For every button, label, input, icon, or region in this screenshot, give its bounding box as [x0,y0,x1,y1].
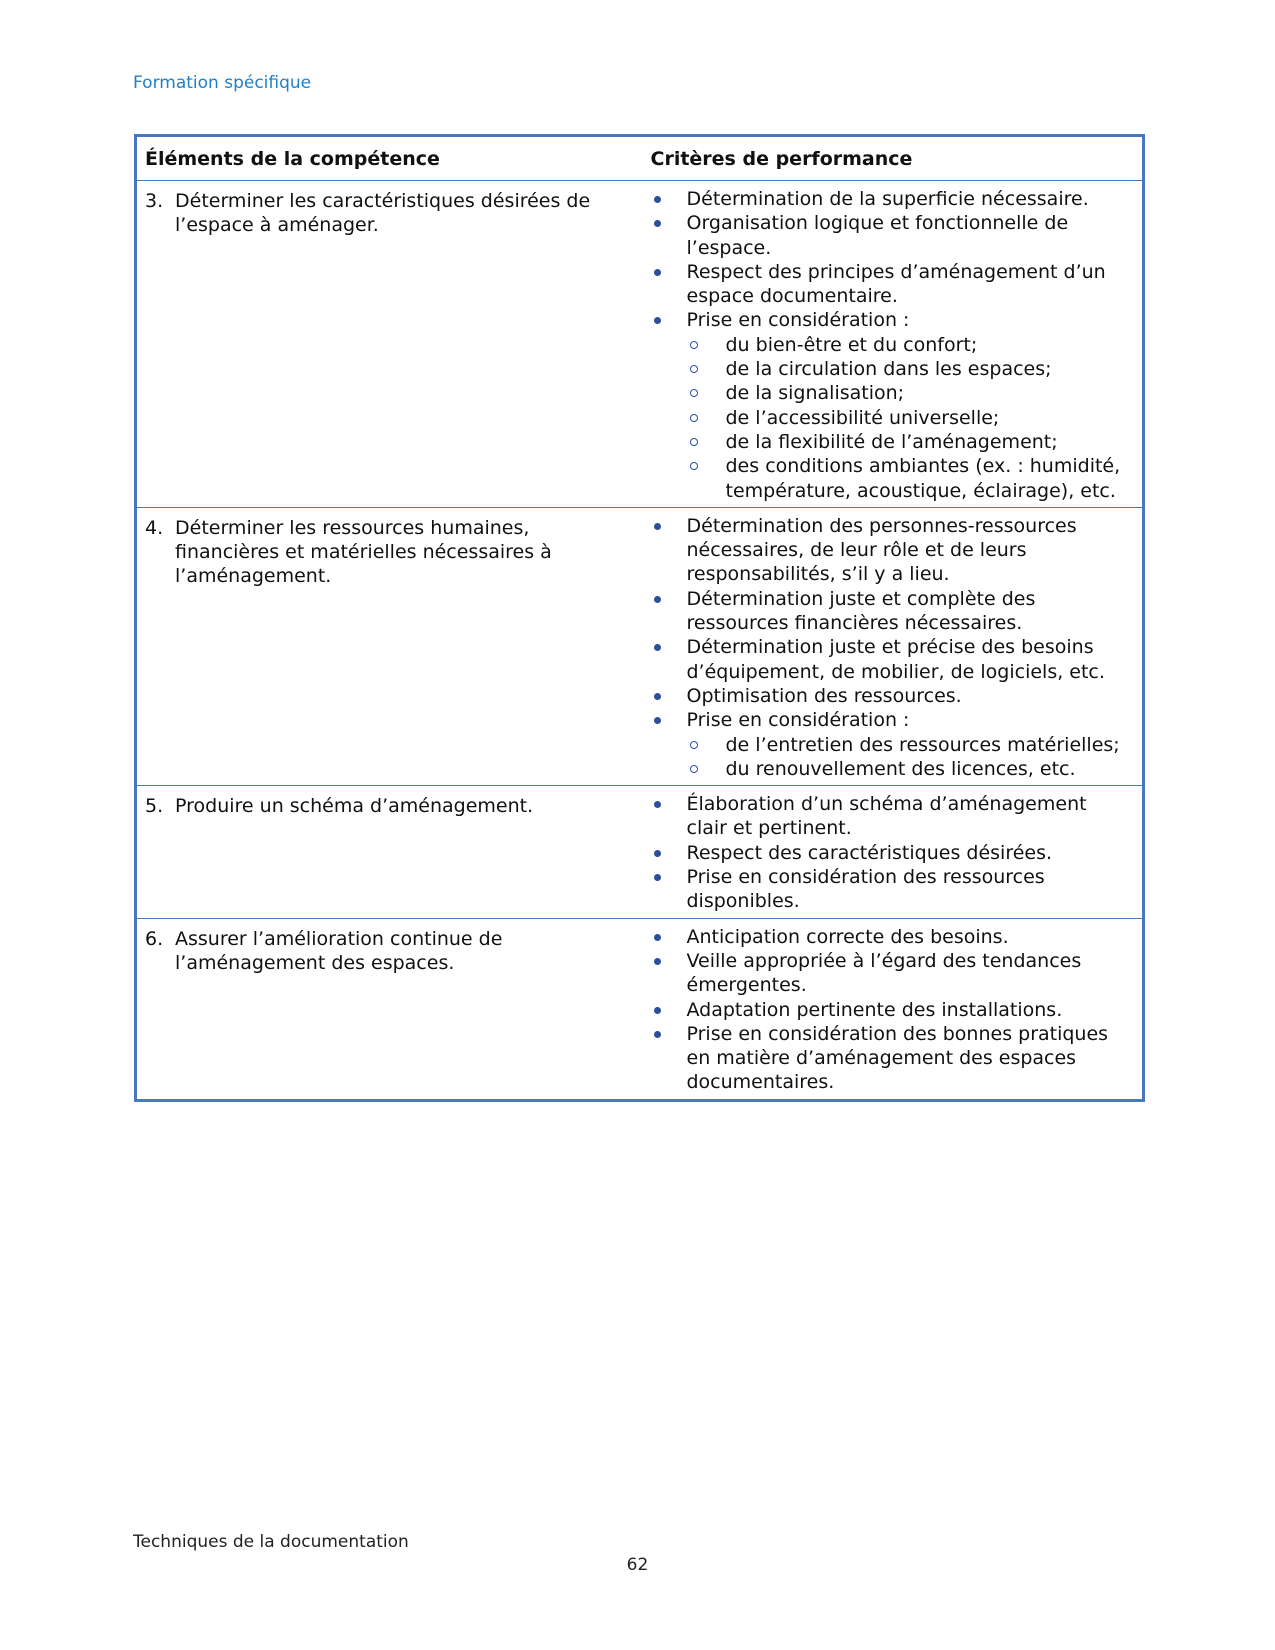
element-cell [136,507,641,785]
sub-list-item: de la flexibilité de l’aménagement; [649,430,1133,454]
page-number: 62 [626,1555,649,1575]
bullet-icon [654,196,661,203]
list-item: Prise en considération des bonnes pratiques en matière d’aménagement des espaces documentaires. [649,1022,1133,1095]
bullet-icon [654,717,661,724]
list-item: Anticipation correcte des besoins. [649,925,1133,949]
element-cell [136,786,641,918]
sub-list-item: du bien-être et du confort; [649,333,1133,357]
criteria-list [649,792,1133,913]
sub-list-item: de l’entretien des ressources matérielles; [649,733,1133,757]
list-item: Élaboration d’un schéma d’aménagement clair et pertinent. [649,792,1133,841]
circle-bullet-icon [690,389,698,397]
bullet-icon [654,269,661,276]
list-item: Prise en considération : du bien-être et du confort; de la circulation dans les espaces; de la signalisation; de l’accessibilité universelle; de la flexibilité de l’aménagement; des conditions ambiantes (ex. : humidité, température, acoustique, éclairage), etc. [649,308,1133,502]
bullet-icon [654,934,661,941]
list-item: Optimisation des ressources. [649,684,1133,708]
list-item: Adaptation pertinente des installations. [649,998,1133,1022]
list-item: Respect des principes d’aménagement d’un espace documentaire. [649,260,1133,309]
sub-list-item: de l’accessibilité universelle; [649,406,1133,430]
footer-program-title: Techniques de la documentation [133,1532,409,1552]
circle-bullet-icon [690,365,698,373]
element-text: Déterminer les ressources humaines, financières et matérielles nécessaires à l’aménagement. [175,516,552,588]
list-item: Organisation logique et fonctionnelle de l’espace. [649,211,1133,260]
list-item: Détermination juste et complète des ressources financières nécessaires. [649,587,1133,636]
bullet-icon [654,1007,661,1014]
element-cell [136,181,641,508]
bullet-icon [654,596,661,603]
table-row [136,918,1144,1100]
list-item: Détermination juste et précise des besoins d’équipement, de mobilier, de logiciels, etc. [649,635,1133,684]
circle-bullet-icon [690,414,698,422]
criteria-cell [641,786,1144,918]
table-row [136,181,1144,508]
criteria-cell [641,918,1144,1100]
element-text: Produire un schéma d’aménagement. [175,795,534,818]
table-row [136,786,1144,918]
list-item: Prise en considération des ressources disponibles. [649,865,1133,914]
list-item: Respect des caractéristiques désirées. [649,841,1133,865]
column-header-criteria: Critères de performance [641,136,1144,181]
circle-bullet-icon [690,462,698,470]
circle-bullet-icon [690,438,698,446]
bullet-icon [654,693,661,700]
sub-criteria-list [649,333,1133,503]
criteria-cell [641,507,1144,785]
element-number: 4. [145,516,164,539]
sub-list-item: du renouvellement des licences, etc. [649,757,1133,781]
competence-table [134,134,1145,1102]
bullet-icon [654,317,661,324]
sub-list-item: de la circulation dans les espaces; [649,357,1133,381]
criteria-list [649,514,1133,781]
bullet-icon [654,1031,661,1038]
table-header-row [136,136,1144,181]
list-item: Prise en considération : de l’entretien des ressources matérielles; du renouvellement des licences, etc. [649,708,1133,781]
circle-bullet-icon [690,765,698,773]
element-number: 6. [145,927,164,950]
sub-criteria-list [649,733,1133,782]
element-text: Assurer l’amélioration continue de l’aménagement des espaces. [175,927,503,974]
bullet-icon [654,523,661,530]
element-text: Déterminer les caractéristiques désirées de l’espace à aménager. [175,190,591,237]
criteria-list [649,187,1133,503]
criteria-cell [641,181,1144,508]
running-header: Formation spécifique [133,73,312,93]
sub-list-item: des conditions ambiantes (ex. : humidité, température, acoustique, éclairage), etc. [649,454,1133,503]
element-cell [136,918,641,1100]
list-item: Veille appropriée à l’égard des tendances émergentes. [649,949,1133,998]
list-item: Détermination des personnes-ressources nécessaires, de leur rôle et de leurs responsabilités, s’il y a lieu. [649,514,1133,587]
list-item: Détermination de la superficie nécessaire. [649,187,1133,211]
table-row [136,507,1144,785]
circle-bullet-icon [690,341,698,349]
column-header-elements: Éléments de la compétence [136,136,641,181]
criteria-list [649,925,1133,1095]
element-number: 3. [145,190,164,212]
bullet-icon [654,801,661,808]
bullet-icon [654,644,661,651]
bullet-icon [654,874,661,881]
sub-list-item: de la signalisation; [649,381,1133,405]
circle-bullet-icon [690,741,698,749]
bullet-icon [654,850,661,857]
bullet-icon [654,220,661,227]
element-number: 5. [145,795,164,818]
bullet-icon [654,958,661,965]
